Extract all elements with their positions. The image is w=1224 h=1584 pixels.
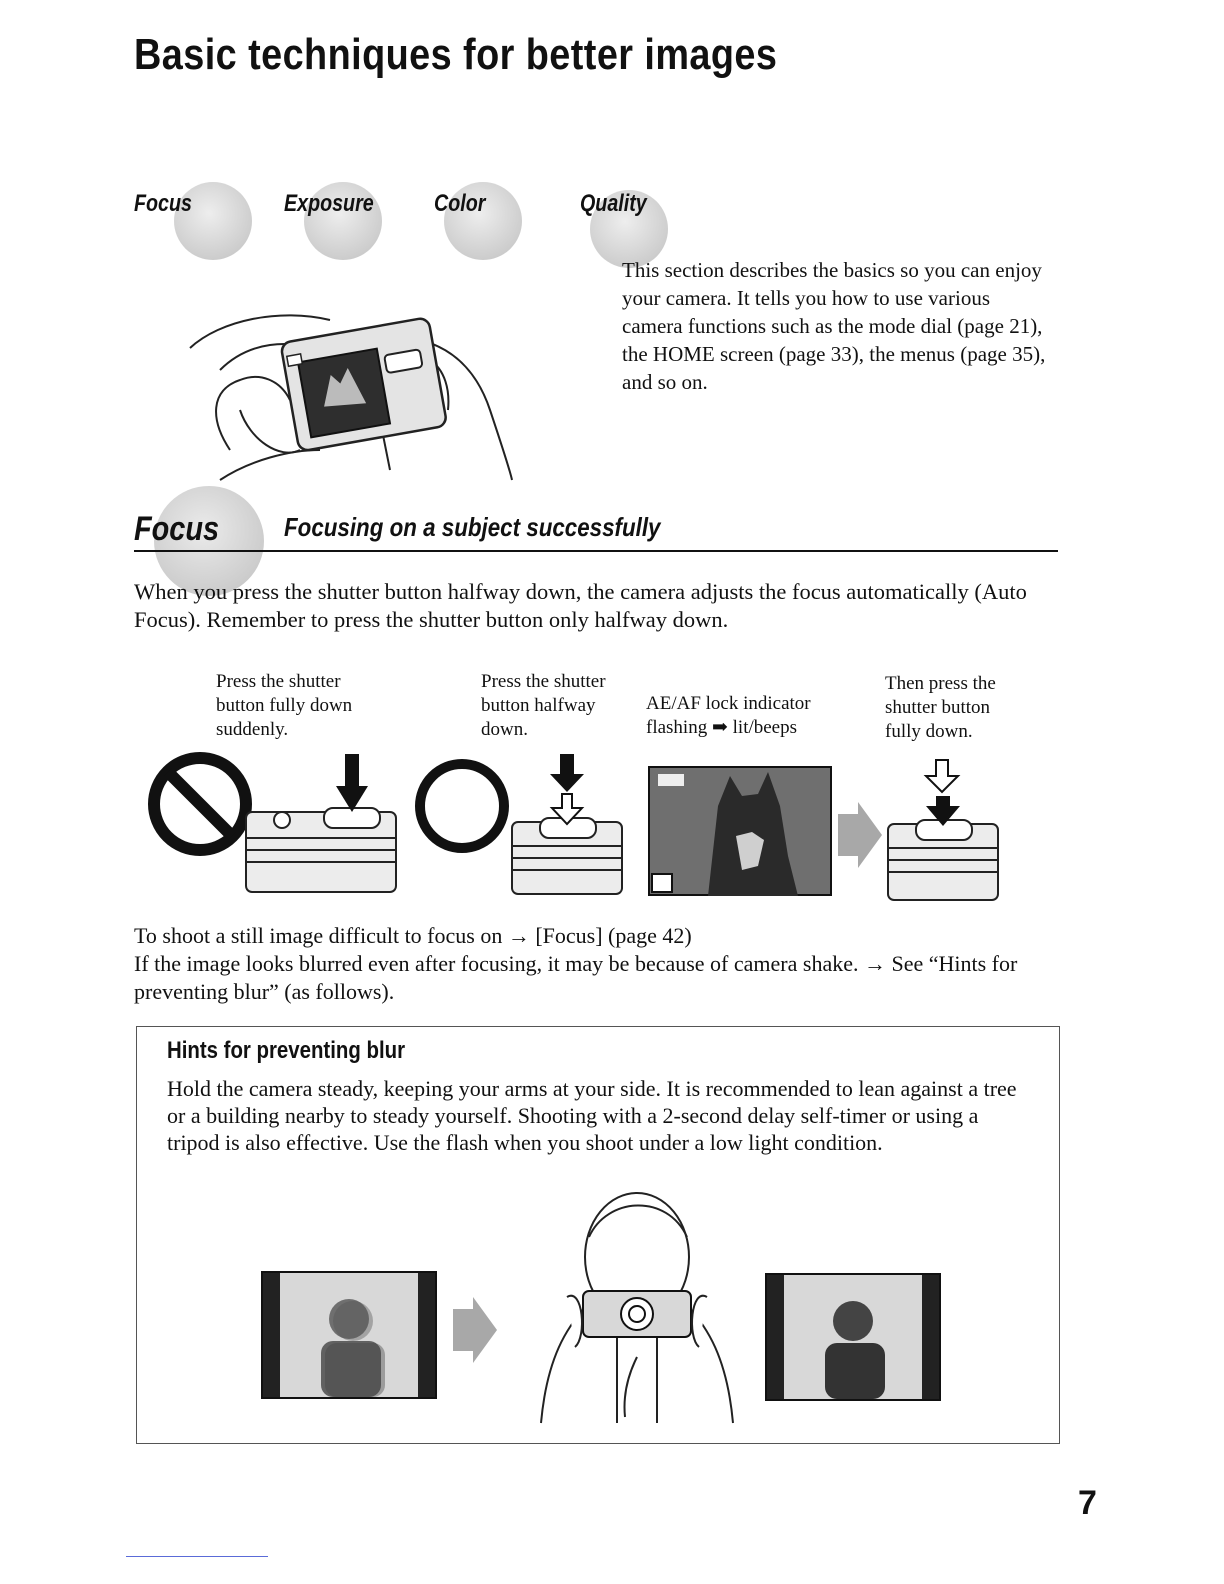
caption-press-fully: Press the shutter button fully down suddenly.: [216, 671, 353, 740]
topic-color-label: Color: [434, 190, 486, 217]
topic-color-badge: [434, 182, 534, 262]
topic-exposure-badge: [284, 182, 384, 262]
af-indicator-icon: [652, 874, 672, 892]
step-halfway-figure: [412, 748, 632, 898]
topic-exposure-label: Exposure: [284, 190, 374, 217]
section-title: Focusing on a subject successfully: [284, 512, 661, 542]
camera-top-icon: [512, 818, 622, 894]
result-arrow-icon: [449, 1295, 499, 1365]
page-title: Basic techniques for better images: [134, 30, 778, 79]
caption-ae-af-indicator: AE/AF lock indicator flashing ➡ lit/beeps: [646, 693, 811, 738]
intro-text: This section describes the basics so you can enjoy your camera. It tells you how to use various camera functions such as the mode dial (page 21), the HOME screen (page 33), the menus (page 35), and so on.: [622, 258, 1046, 394]
topic-focus-label: Focus: [134, 190, 192, 217]
half-press-arrow-icon: [550, 754, 584, 824]
blurred-photo: [261, 1271, 437, 1399]
camera-top-icon: [888, 820, 998, 900]
section-divider: [134, 550, 1058, 552]
footer-rule: [126, 1556, 268, 1557]
tip-focus-link: To shoot a still image difficult to focus on → [Focus] (page 42): [134, 923, 692, 948]
tip-blur-link: If the image looks blurred even after focusing, it may be because of camera shake. → See “Hints for preventing blur” (as follows).: [134, 951, 1018, 1004]
person-holding-camera-illustration: [527, 1187, 747, 1427]
ok-circle-icon: [420, 764, 504, 848]
focus-paragraph: When you press the shutter button halfway down, the camera adjusts the focus automatically (Auto Focus). Remember to press the shutter button only halfway down.: [134, 579, 1027, 632]
full-press-arrow-icon: [926, 760, 960, 826]
hints-box: [136, 1026, 1060, 1444]
step-full-press-figure: [884, 756, 1004, 902]
tips-block: [134, 922, 1064, 1006]
sharp-photo: [765, 1273, 941, 1401]
camera-top-icon: [246, 808, 396, 892]
caption-then-press: Then press the shutter button fully down.: [885, 673, 996, 742]
caption-press-halfway: Press the shutter button halfway down.: [481, 671, 606, 740]
topic-quality-badge: [580, 182, 680, 262]
section-focus-badge: [134, 486, 284, 576]
lcd-screen-figure: [648, 766, 832, 896]
prohibited-icon: [154, 758, 246, 850]
page-number: 7: [1078, 1484, 1097, 1522]
next-arrow-icon: [834, 800, 884, 870]
down-arrow-icon: [336, 754, 368, 812]
hands-camera-illustration: [180, 300, 540, 490]
step-wrong-figure: [146, 748, 406, 898]
topic-quality-label: Quality: [580, 190, 647, 217]
hints-title: Hints for preventing blur: [167, 1037, 406, 1064]
section-focus-label: Focus: [134, 510, 220, 548]
topic-focus-badge: [134, 182, 234, 262]
hints-text: Hold the camera steady, keeping your arms at your side. It is recommended to lean against a tree or a building nearby to steady yourself. Shooting with a 2-second delay self-timer or using a tripod is also effective. Use the flash when you shoot under a low light condition.: [167, 1076, 1017, 1155]
